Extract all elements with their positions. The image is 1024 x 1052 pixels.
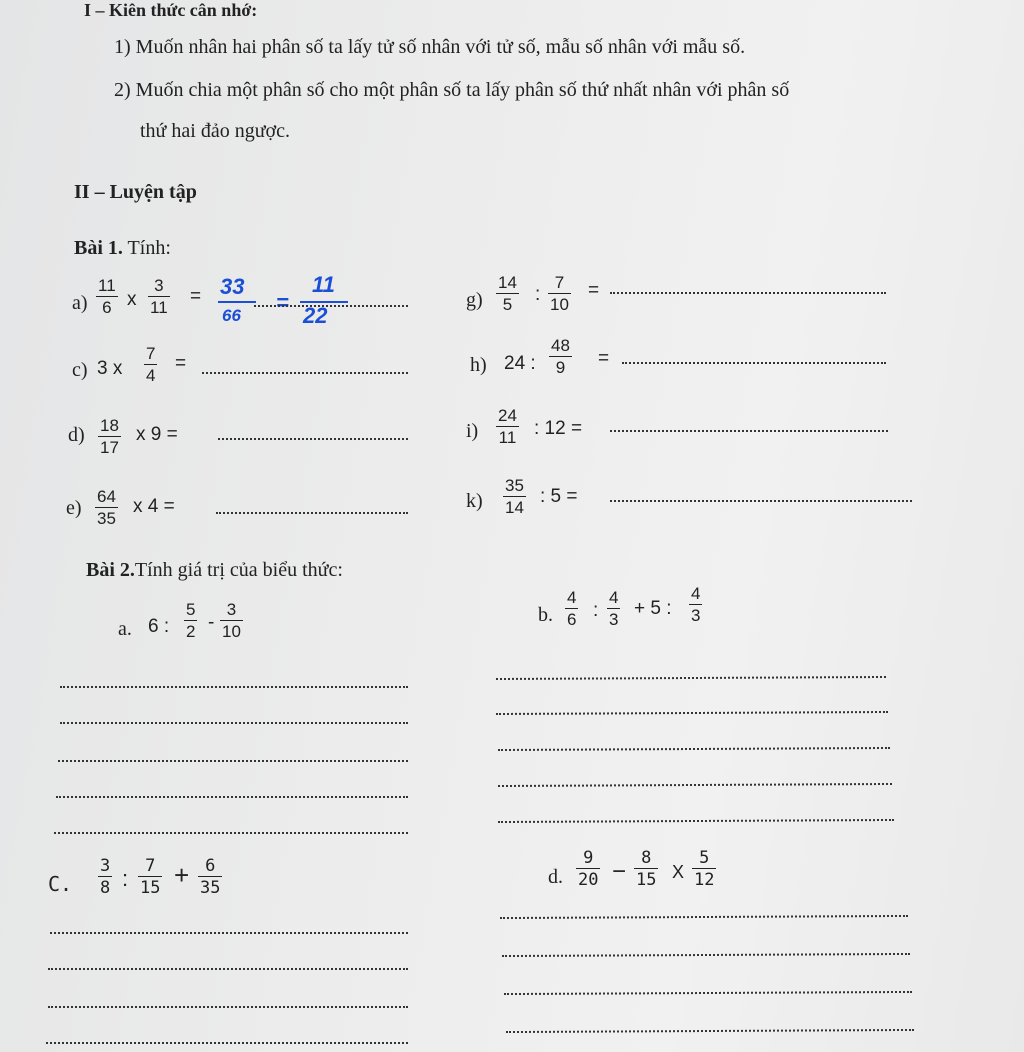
ex-e-answer-line [216, 512, 408, 514]
ex-c-fraction: $\frac{7}{4}$ [146, 344, 156, 385]
bai2-a-answer-line [54, 832, 408, 834]
ex-g-fraction-2: $\frac{7}{10}$ [550, 273, 569, 314]
ex-a-handwritten-bar-1 [218, 301, 256, 303]
ex-h-label: h) [470, 354, 487, 376]
ex-g-answer-line [610, 292, 886, 294]
ex-a-handwritten-equals: = [276, 290, 289, 315]
bai2-b-answer-line [498, 819, 894, 823]
bai2-a-answer-line [56, 796, 408, 798]
ex-g-equals: = [588, 280, 600, 301]
bai2-b-fraction-3: $\frac{4}{3}$ [691, 584, 701, 625]
bai2-c-answer-line [48, 1006, 408, 1008]
ex-d-answer-line [218, 438, 408, 440]
bai2-b-answer-line [496, 676, 886, 680]
ex-h-prefix: 24 : [504, 353, 536, 374]
bai2-c-answer-line [46, 1042, 408, 1044]
ex-i-answer-line [610, 430, 888, 432]
bai2-c-operator-1: : [122, 866, 129, 891]
bai2-a-answer-line [60, 686, 408, 688]
bai2-c-operator-2: + [174, 860, 190, 890]
bai2-c-fraction-1: $\frac{3}{8}$ [100, 856, 111, 898]
ex-d-label: d) [68, 424, 85, 446]
bai2-b-fraction-1: $\frac{4}{6}$ [567, 588, 577, 629]
ex-c-label: c) [72, 359, 88, 381]
ex-a-handwritten-denominator-2: 22 [303, 303, 328, 328]
ex-a-handwritten-denominator-1: 66 [222, 306, 241, 325]
ex-i-fraction: $\frac{24}{11}$ [498, 406, 517, 447]
bai2-a-answer-line [58, 760, 408, 762]
ex-i-label: i) [466, 420, 479, 442]
bai2-b-label: b. [538, 604, 553, 626]
ex-a-handwritten-numerator-2: 11 [312, 272, 335, 297]
ex-h-equals: = [598, 348, 610, 369]
bai2-d-fraction-2: $\frac{8}{15}$ [636, 848, 657, 890]
bai2-a-fraction-2: $\frac{3}{10}$ [222, 600, 241, 641]
rule-2: 2) Muốn chia một phân số cho một phân số ta lấy phân số thứ nhất nhân với phân số [114, 79, 790, 101]
bai1-label: Bài 1. [74, 237, 123, 259]
bai2-d-answer-line [500, 915, 908, 919]
ex-a-answer-line [254, 305, 408, 307]
bai2-d-answer-line [506, 1029, 914, 1033]
bai2-b-answer-line [496, 711, 888, 715]
ex-d-suffix: x 9 = [136, 424, 178, 445]
bai2-b-operator-1: : [593, 600, 599, 621]
ex-k-label: k) [466, 490, 483, 512]
ex-a-label: a) [72, 292, 88, 314]
bai2-c-answer-line [50, 932, 408, 934]
bai2-d-answer-line [504, 991, 912, 995]
bai2-label: Bài 2. [86, 559, 135, 581]
ex-g-operator: : [535, 284, 541, 305]
ex-i-suffix: : 12 = [534, 418, 583, 439]
ex-c-equals: = [175, 353, 187, 374]
bai2-a-operator: - [208, 612, 215, 633]
bai2-d-fraction-1: $\frac{9}{20}$ [578, 848, 599, 890]
bai2-a-answer-line [60, 722, 408, 724]
bai2-d-label: d. [548, 866, 563, 888]
bai2-d-operator-1: − [612, 858, 627, 885]
ex-e-fraction: $\frac{64}{35}$ [97, 487, 116, 528]
rule-2-continued: thứ hai đảo ngược. [140, 120, 290, 142]
ex-k-fraction: $\frac{35}{14}$ [505, 476, 524, 517]
ex-e-label: e) [66, 497, 82, 519]
ex-h-answer-line [622, 362, 886, 364]
ex-h-fraction: $\frac{48}{9}$ [551, 336, 570, 377]
bai2-a-prefix: 6 : [148, 616, 170, 637]
bai2-c-fraction-2: $\frac{7}{15}$ [140, 856, 161, 898]
ex-g-label: g) [466, 289, 483, 311]
bai1-task: Tính: [122, 237, 171, 259]
ex-a-operator: x [127, 289, 137, 310]
bai1-title [74, 237, 171, 260]
ex-a-handwritten-numerator-1: 33 [220, 274, 245, 299]
bai2-task: Tính giá trị của biểu thức: [134, 559, 343, 581]
ex-c-answer-line [202, 372, 408, 374]
section1-heading: I – Kiên thức cân nhớ: [84, 0, 258, 20]
section2-heading: II – Luyện tập [74, 181, 197, 203]
bai2-b-answer-line [498, 783, 892, 787]
rule-1: 1) Muốn nhân hai phân số ta lấy tử số nhân với tử số, mẫu số nhân với mẫu số. [114, 36, 746, 58]
ex-a-equals: = [190, 286, 202, 307]
bai2-b-fraction-2: $\frac{4}{3}$ [609, 588, 619, 629]
bai2-b-middle: + 5 : [634, 598, 672, 619]
bai2-d-fraction-3: $\frac{5}{12}$ [694, 848, 715, 890]
bai2-b-answer-line [498, 747, 890, 751]
bai2-c-fraction-3: $\frac{6}{35}$ [200, 856, 221, 898]
ex-g-fraction-1: $\frac{14}{5}$ [498, 273, 517, 314]
bai2-title [86, 559, 343, 582]
ex-d-fraction: $\frac{18}{17}$ [100, 416, 119, 457]
ex-a-fraction-1: $\frac{11}{6}$ [98, 276, 116, 317]
ex-c-prefix: 3 x [97, 358, 123, 379]
bai2-c-answer-line [48, 968, 408, 970]
ex-a-fraction-2: $\frac{3}{11}$ [150, 276, 168, 317]
bai2-d-answer-line [502, 953, 910, 957]
ex-k-suffix: : 5 = [540, 486, 578, 507]
ex-e-suffix: x 4 = [133, 496, 175, 517]
bai2-a-fraction-1: $\frac{5}{2}$ [186, 600, 196, 641]
bai2-c-label: C. [48, 872, 73, 896]
bai2-d-operator-2: X [672, 862, 685, 882]
ex-k-answer-line [610, 500, 912, 502]
bai2-a-label: a. [118, 618, 132, 640]
